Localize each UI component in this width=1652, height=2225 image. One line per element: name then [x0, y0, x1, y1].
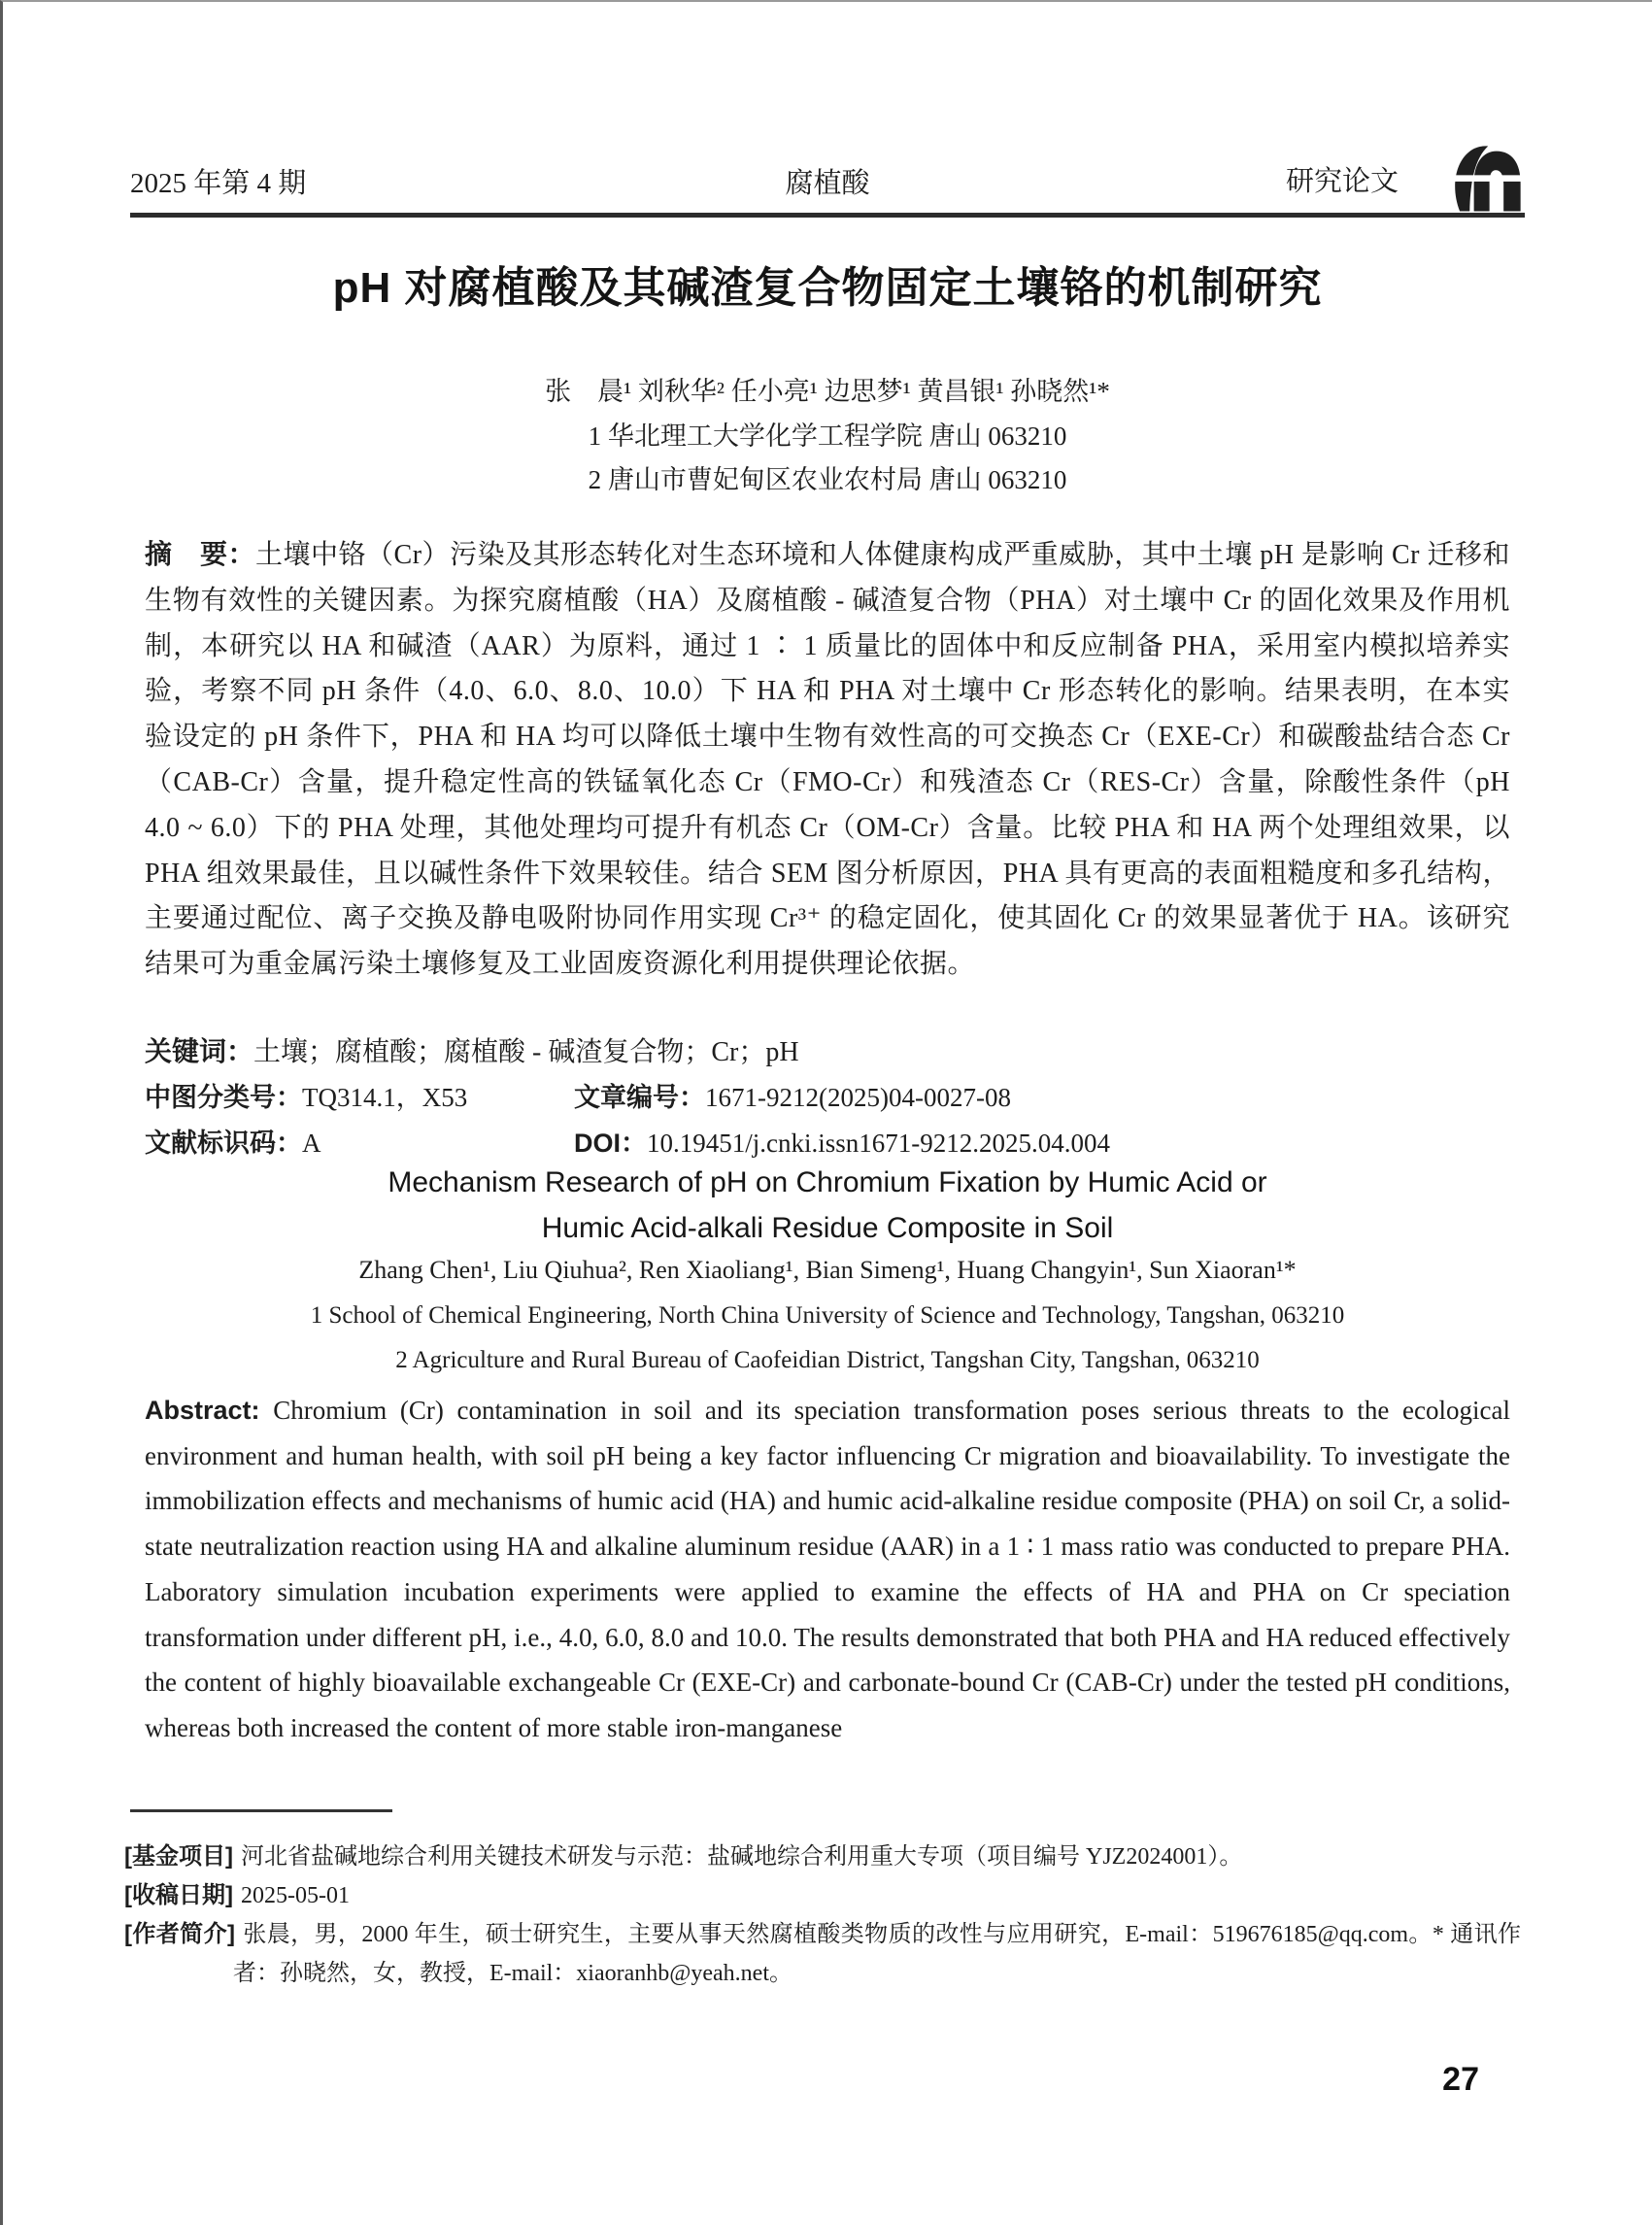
- clc-pair: [145, 1076, 574, 1114]
- affiliation-cn-2: 2 唐山市曹妃甸区农业农村局 唐山 063210: [588, 465, 1067, 494]
- meta-row-2: [145, 1122, 1510, 1160]
- abstract-en-label: Abstract:: [145, 1396, 260, 1425]
- footnote-bio: [124, 1915, 1521, 1993]
- article-title-en-line2: Humic Acid-alkali Residue Composite in Soil: [541, 1212, 1114, 1244]
- affiliation-cn-1: 1 华北理工大学化学工程学院 唐山 063210: [588, 421, 1067, 451]
- clc-value: TQ314.1，X53: [302, 1083, 468, 1112]
- footnote-fund-text: 河北省盐碱地综合利用关键技术研发与示范：盐碱地综合利用重大专项（项目编号 YJZ2024001）。: [240, 1844, 1243, 1870]
- keywords-label: 关键词：: [145, 1036, 254, 1066]
- abstract-cn-text: 土壤中铬（Cr）污染及其形态转化对生态环境和人体健康构成严重威胁，其中土壤 pH 是影响 Cr 迁移和生物有效性的关键因素。为探究腐植酸（HA）及腐植酸 - 碱渣复合物（PHA）对土壤中 Cr 的固化效果及作用机制，本研究以 HA 和碱渣（AAR）为原料，通过 1 ∶ 1 质量比的固体中和反应制备 PHA，采用室内模拟培养实验，考察不同 pH 条件（4.0、6.0、8.0、10.0）下 HA 和 PHA 对土壤中 Cr 形态转化的影响。结果表明，在本实验设定的 pH 条件下，PHA 和 HA 均可以降低土壤中生物有效性高的可交换态 Cr（EXE-Cr）和碳酸盐结合态 Cr（CAB-Cr）含量，提升稳定性高的铁锰氧化态 Cr（FMO-Cr）和残渣态 Cr（RES-Cr）含量，除酸性条件（pH 4.0 ~ 6.0）下的 PHA 处理，其他处理均可提升有机态 Cr（OM-Cr）含量。比较 PHA 和 HA 两个处理组效果，以 PHA 组效果最佳，且以碱性条件下效果较佳。结合 SEM 图分析原因，PHA 具有更高的表面粗糙度和多孔结构，主要通过配位、离子交换及静电吸附协同作用实现 Cr³⁺ 的稳定固化，使其固化 Cr 的效果显著优于 HA。该研究结果可为重金属污染土壤修复及工业固废资源化利用提供理论依据。: [145, 540, 1510, 980]
- authors-en: Zhang Chen¹, Liu Qiuhua², Ren Xiaoliang¹, Bian Simeng¹, Huang Changyin¹, Sun Xiaoran¹*: [358, 1256, 1297, 1284]
- abstract-cn: [145, 532, 1510, 988]
- footnote-received-label: [收稿日期]: [124, 1882, 233, 1908]
- article-id-value: 1671-9212(2025)04-0027-08: [705, 1083, 1011, 1112]
- meta-row-1: [145, 1076, 1510, 1114]
- article-id-pair: [574, 1076, 1011, 1114]
- footnote-bio-text: 张晨，男，2000 年生，硕士研究生，主要从事天然腐植酸类物质的改性与应用研究，E-mail：519676185@qq.com。* 通讯作者：孙晓然，女，教授，E-mail：xiaoranhb@yeah.net。: [233, 1922, 1521, 1986]
- keywords-line: [145, 1030, 1510, 1069]
- authors-cn: 张 晨¹ 刘秋华² 任小亮¹ 边思梦¹ 黄昌银¹ 孙晓然¹*: [545, 377, 1110, 406]
- footnote-received-text: 2025-05-01: [240, 1883, 350, 1908]
- footnote-fund-label: [基金项目]: [124, 1843, 233, 1870]
- doc-code-label: 文献标识码：: [145, 1129, 302, 1158]
- footnote-divider: [130, 1809, 392, 1812]
- abstract-en-text: Chromium (Cr) contamination in soil and its speciation transformation poses serious threats to the ecological environment and human health, with soil pH being a key factor influencing Cr migration and bioavailability. To investigate the immobilization effects and mechanisms of humic acid (HA) and humic acid-alkaline residue composite (PHA) on soil Cr, a solid-state neutralization reaction using HA and alkaline aluminum residue (AAR) in a 1 ∶ 1 mass ratio was conducted to prepare PHA. Laboratory simulation incubation experiments were applied to examine the effects of HA and PHA on Cr speciation transformation under different pH, i.e., 4.0, 6.0, 8.0 and 10.0. The results demonstrated that both PHA and HA reduced effectively the content of highly bioavailable exchangeable Cr (EXE-Cr) and carbonate-bound Cr (CAB-Cr) under the tested pH conditions, whereas both increased the content of more stable iron-manganese: [145, 1396, 1510, 1742]
- footnotes: [124, 1837, 1521, 1993]
- abstract-cn-label: 摘 要：: [145, 539, 256, 569]
- doi-value: 10.19451/j.cnki.issn1671-9212.2025.04.004: [647, 1129, 1111, 1158]
- footnote-received: [124, 1876, 1521, 1915]
- article-id-label: 文章编号：: [574, 1083, 705, 1112]
- doi-pair: [574, 1122, 1110, 1160]
- clc-label: 中图分类号：: [145, 1083, 302, 1112]
- doc-code-value: A: [302, 1129, 321, 1158]
- keywords-text: 土壤；腐植酸；腐植酸 - 碱渣复合物；Cr；pH: [253, 1037, 799, 1067]
- affiliation-en-1: 1 School of Chemical Engineering, North China University of Science and Technology, Tangshan, 063210: [310, 1302, 1345, 1329]
- article-title-cn: pH 对腐植酸及其碱渣复合物固定土壤铬的机制研究: [332, 264, 1323, 312]
- issue-label: 2025 年第 4 期: [130, 168, 307, 199]
- article-type-label: 研究论文: [1285, 166, 1399, 197]
- affiliation-en-2: 2 Agriculture and Rural Bureau of Caofeidian District, Tangshan City, Tangshan, 063210: [395, 1347, 1260, 1373]
- footnote-fund: [124, 1837, 1521, 1876]
- doc-code-pair: [145, 1122, 574, 1160]
- footnote-bio-label: [作者简介]: [124, 1921, 235, 1947]
- journal-name: 腐植酸: [785, 168, 870, 199]
- doi-label: DOI：: [574, 1129, 648, 1158]
- page-number: 27: [1442, 2061, 1479, 2098]
- abstract-en: [145, 1388, 1510, 1751]
- article-title-en-line1: Mechanism Research of pH on Chromium Fixation by Humic Acid or: [388, 1166, 1267, 1198]
